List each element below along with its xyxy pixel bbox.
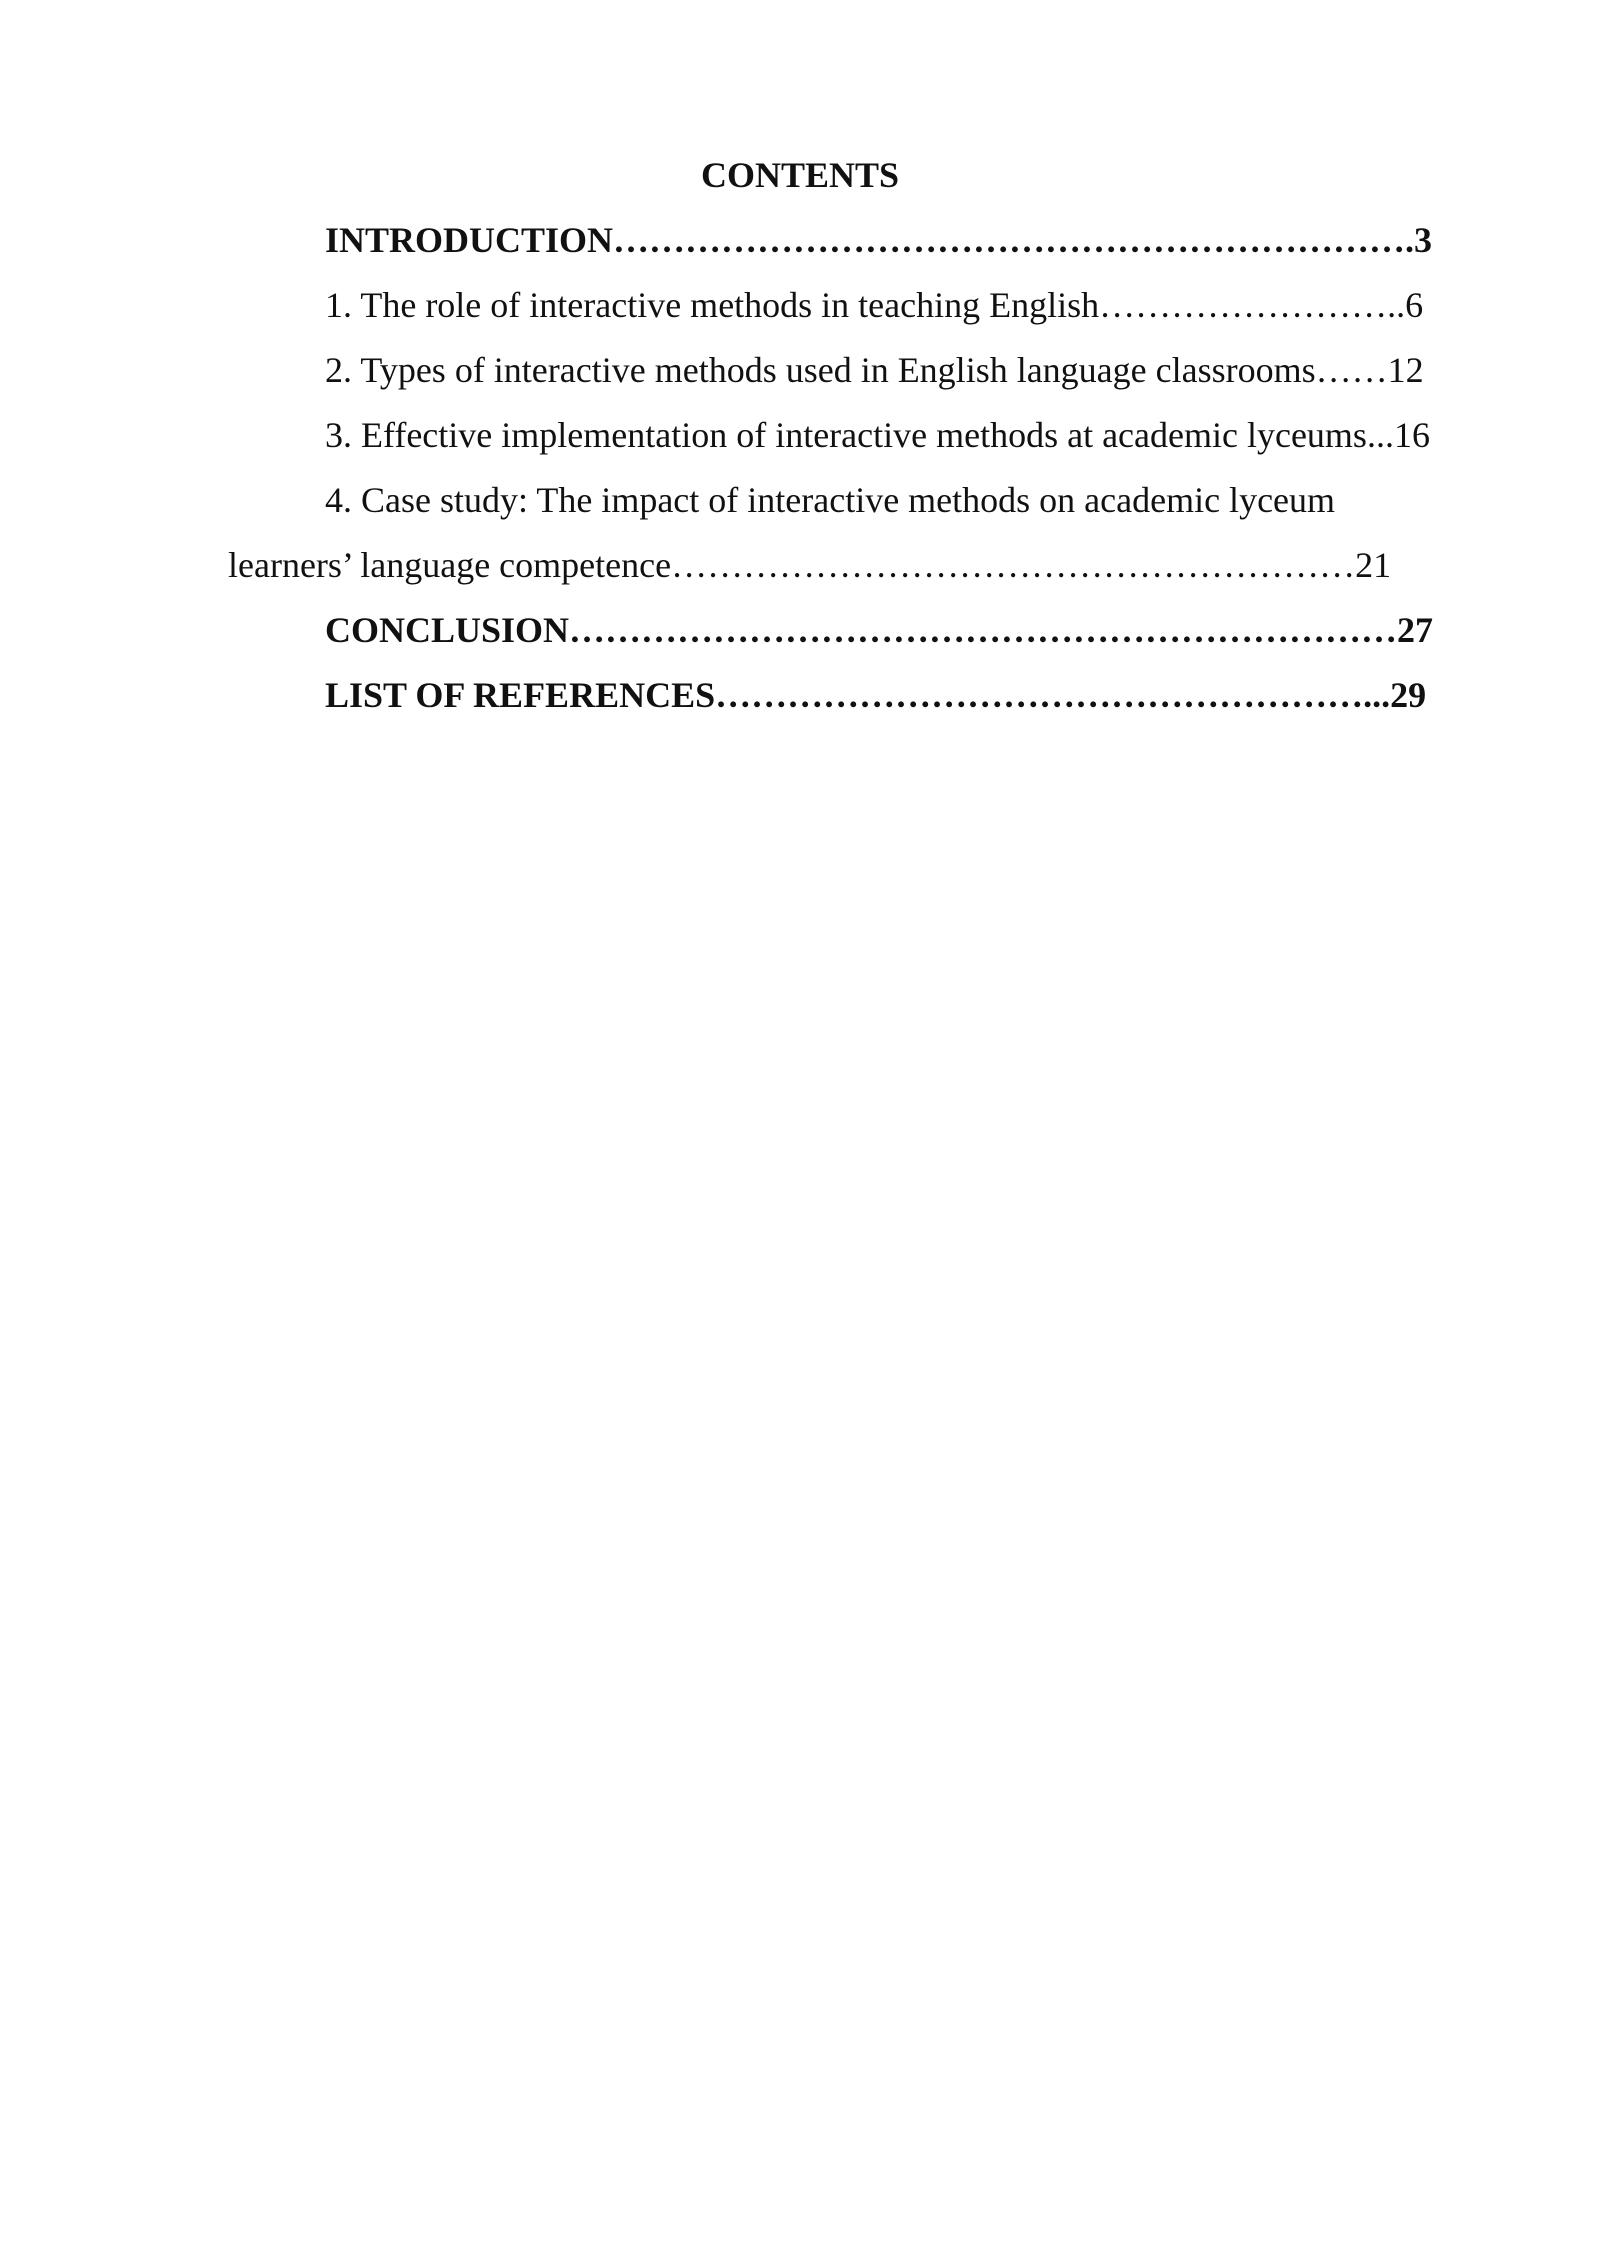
toc-entry-chapter-4-line-1: 4. Case study: The impact of interactive methods on academic lyceum bbox=[325, 480, 1336, 520]
toc-entry-chapter-4-line-2: learners’ language competence…………………………………………………21 bbox=[228, 545, 1392, 585]
toc-entry-conclusion: CONCLUSION……………………………………………………………27 bbox=[325, 610, 1434, 650]
toc-entry-references: LIST OF REFERENCES………………………………………………...29 bbox=[325, 675, 1427, 715]
toc-entry-chapter-2: 2. Types of interactive methods used in English language classrooms……12 bbox=[325, 350, 1424, 390]
toc-entry-chapter-1: 1. The role of interactive methods in teaching English……………………..6 bbox=[325, 285, 1424, 325]
toc-entry-chapter-3: 3. Effective implementation of interactive methods at academic lyceums...16 bbox=[325, 415, 1430, 455]
toc-entry-introduction: INTRODUCTION………………………………………………………….3 bbox=[325, 220, 1433, 260]
toc-heading: CONTENTS bbox=[700, 155, 900, 195]
